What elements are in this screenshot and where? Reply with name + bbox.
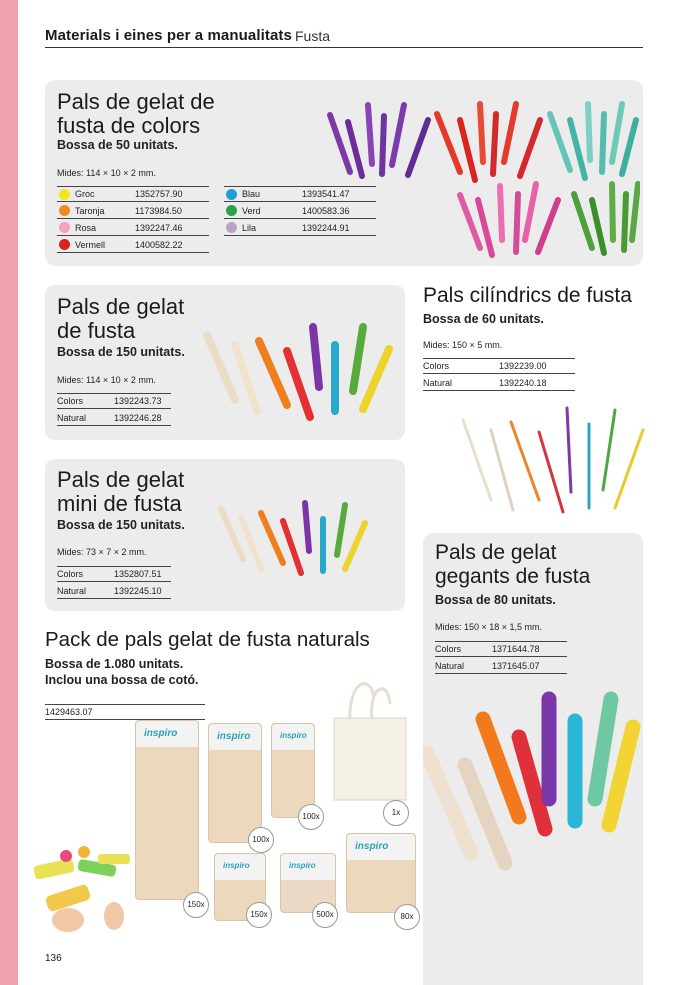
- header-divider: [45, 47, 643, 48]
- product-title-pack: Pack de pals gelat de fusta naturals: [45, 628, 370, 651]
- quantity-badge: 100x: [298, 804, 324, 830]
- product-title-cylindrical: Pals cilíndrics de fusta: [423, 284, 632, 307]
- bag-product: inspiro: [280, 853, 336, 913]
- table-row: Blau 1393541.47: [224, 186, 376, 202]
- page-header-title: Materials i eines per a manualitats: [45, 27, 292, 44]
- bag-product: inspiro: [346, 833, 416, 913]
- pack-size: Bossa de 50 unitats.: [57, 138, 178, 152]
- pack-size: Bossa de 150 unitats.: [57, 345, 185, 359]
- craft-sample-image: [28, 840, 138, 935]
- bag-product: inspiro: [208, 723, 262, 843]
- dimensions: Mides: 150 × 18 × 1,5 mm.: [435, 622, 543, 632]
- sticks-image: [195, 315, 400, 430]
- table-row: Groc 1352757.90: [57, 186, 209, 202]
- bag-product: inspiro: [214, 853, 266, 921]
- table-row: Natural 1392246.28: [57, 410, 171, 426]
- product-card-colors: [45, 80, 643, 266]
- quantity-badge: 500x: [312, 902, 338, 928]
- ref-table: [435, 641, 567, 677]
- swatch: [59, 205, 70, 216]
- table-row: Natural 1371645.07: [435, 658, 567, 674]
- page-header-section: Fusta: [295, 28, 331, 44]
- swatch: [226, 205, 237, 216]
- table-row: Rosa 1392247.46: [57, 220, 209, 236]
- product-title: Pals de gelat gegants de fusta: [435, 541, 591, 588]
- dimensions: Mides: 114 × 10 × 2 mm.: [57, 375, 156, 385]
- product-card-mini: [45, 459, 405, 611]
- mini-sticks-image: [213, 495, 383, 580]
- table-row: Natural 1392240.18: [423, 375, 575, 391]
- cylindrical-sticks-image: [455, 400, 650, 520]
- swatch: [59, 239, 70, 250]
- ref-table: [57, 566, 171, 602]
- giant-sticks-image: [423, 683, 643, 883]
- table-row: Verd 1400583.36: [224, 203, 376, 219]
- swatch: [226, 222, 237, 233]
- table-row: Colors 1392243.73: [57, 393, 171, 409]
- table-row: 1429463.07: [45, 704, 205, 720]
- swatch: [226, 189, 237, 200]
- table-row: Taronja 1173984.50: [57, 203, 209, 219]
- quantity-badge: 150x: [183, 892, 209, 918]
- table-row: Vermell 1400582.22: [57, 237, 209, 253]
- pack-size-cylindrical: Bossa de 60 unitats.: [423, 312, 544, 326]
- swatch: [59, 222, 70, 233]
- product-card-giant: [423, 533, 643, 985]
- quantity-badge: 80x: [394, 904, 420, 930]
- pack-size: Bossa de 150 unitats.: [57, 518, 185, 532]
- ref-table: [57, 393, 171, 429]
- pack-size: Bossa de 80 unitats.: [435, 593, 556, 607]
- table-row: Colors 1392239.00: [423, 358, 575, 374]
- swatch: [59, 189, 70, 200]
- bag-product: inspiro: [135, 720, 199, 900]
- product-title: Pals de gelat de fusta de colors: [57, 89, 215, 138]
- dimensions: Mides: 73 × 7 × 2 mm.: [57, 547, 147, 557]
- pack-size-pack: Bossa de 1.080 unitats.: [45, 657, 184, 671]
- page-number: 136: [45, 953, 62, 964]
- dimensions: Mides: 114 × 10 × 2 mm.: [57, 168, 156, 178]
- product-title: Pals de gelat de fusta: [57, 294, 185, 343]
- color-ref-table-left: [57, 186, 209, 254]
- dimensions-cylindrical: Mides: 150 × 5 mm.: [423, 340, 503, 350]
- product-title: Pals de gelat mini de fusta: [57, 467, 185, 516]
- table-row: Lila 1392244.91: [224, 220, 376, 236]
- side-color-bar: [0, 0, 18, 985]
- quantity-badge: 1x: [383, 800, 409, 826]
- bag-product: inspiro: [271, 723, 315, 818]
- colored-sticks-image: [320, 90, 640, 260]
- ref-table-cylindrical: [423, 358, 575, 394]
- pack-image: [28, 690, 418, 935]
- table-row: Natural 1392245.10: [57, 583, 171, 599]
- pack-includes: Inclou una bossa de cotó.: [45, 673, 199, 687]
- table-row: Colors 1352807.51: [57, 566, 171, 582]
- quantity-badge: 150x: [246, 902, 272, 928]
- quantity-badge: 100x: [248, 827, 274, 853]
- table-row: Colors 1371644.78: [435, 641, 567, 657]
- cotton-tote-bag-image: [328, 674, 412, 804]
- product-card-sticks: [45, 285, 405, 440]
